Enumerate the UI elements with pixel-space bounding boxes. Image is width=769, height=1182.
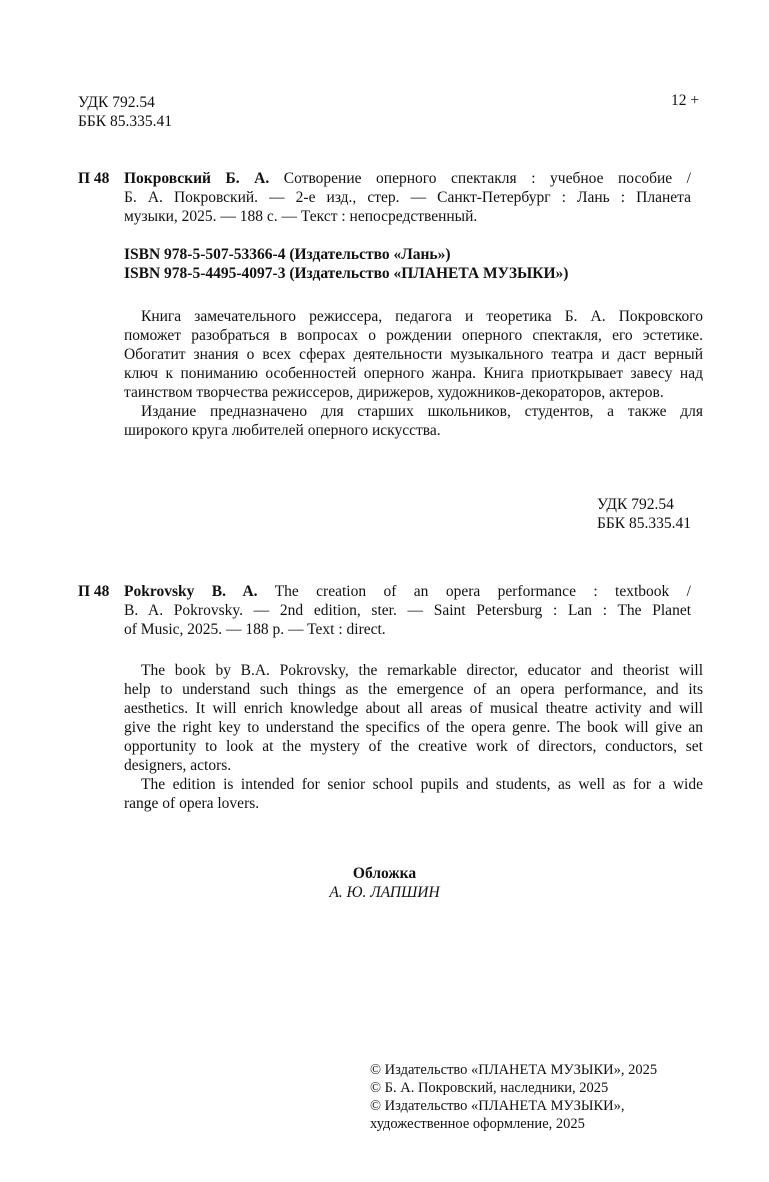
copyright-line: © Издательство «ПЛАНЕТА МУЗЫКИ», 2025 [370, 1062, 658, 1078]
isbn-lan: ISBN 978-5-507-53366-4 (Издательство «Лань») [124, 246, 451, 263]
en-entry-line1 [124, 582, 691, 601]
ru-annotation-line: Издание предназначено для старших школьников, студентов, а также для [141, 403, 703, 420]
ru-annotation-line: Обогатит знания о всех сферах деятельности музыкального театра и даст верный [124, 346, 703, 363]
en-annotation-line: opportunity to look at the mystery of the creative work of directors, conductors, set [124, 738, 703, 755]
ru-annotation-line: таинством творчества режиссеров, дирижеров, художников-декораторов, актеров. [124, 384, 664, 401]
en-annotation-line: aesthetics. It will enrich knowledge about all areas of musical theatre activity and will [124, 700, 703, 717]
copyright-line: © Б. А. Покровский, наследники, 2025 [370, 1080, 609, 1096]
header-bbk: ББК 85.335.41 [78, 113, 173, 130]
en-annotation-line: The edition is intended for senior school pupils and students, as well as for a wide [141, 776, 703, 793]
ru-entry-code: П 48 [78, 170, 110, 187]
cover-artist: А. Ю. ЛАПШИН [329, 884, 440, 901]
en-annotation-line: designers, actors. [124, 757, 232, 774]
en-entry-code: П 48 [78, 583, 110, 600]
age-rating: 12 + [671, 92, 700, 109]
copyright-block [370, 1061, 657, 1133]
ru-entry-line3: музыки, 2025. — 188 с. — Текст : непосредственный. [124, 208, 478, 225]
ru-entry-title: Сотворение оперного спектакля : учебное пособие / [283, 170, 691, 187]
ru-annotation-line: широкого круга любителей оперного искусства. [124, 422, 441, 439]
ru-entry-line1 [124, 169, 691, 188]
en-annotation [124, 661, 703, 813]
ru-annotation-line: ключ к пониманию особенностей оперного жанра. Книга приоткрывает завесу над [124, 365, 703, 382]
ru-annotation [124, 307, 703, 440]
classification-bbk: ББК 85.335.41 [597, 515, 692, 532]
copyright-line: © Издательство «ПЛАНЕТА МУЗЫКИ», [370, 1098, 625, 1114]
en-entry-line3: of Music, 2025. — 188 p. — Text : direct. [124, 621, 386, 638]
en-annotation-line: The book by B.A. Pokrovsky, the remarkable director, educator and theorist will [141, 662, 703, 679]
ru-entry-line2: Б. А. Покровский. — 2-е изд., стер. — Санкт-Петербург : Лань : Планета [124, 189, 691, 206]
en-entry-line2: B. A. Pokrovsky. — 2nd edition, ster. — Saint Petersburg : Lan : The Planet [124, 602, 691, 619]
en-entry-author: Pokrovsky B. A. [124, 583, 258, 600]
isbn-planeta: ISBN 978-5-4495-4097-3 (Издательство «ПЛАНЕТА МУЗЫКИ») [124, 265, 569, 282]
en-annotation-line: give the right key to understand the specifics of the opera genre. The book will give an [124, 719, 703, 736]
classification-udk: УДК 792.54 [597, 496, 674, 513]
ru-annotation-line: поможет разобраться в вопросах о рождении оперного спектакля, его эстетике. [124, 327, 703, 344]
copyright-line: художественное оформление, 2025 [370, 1116, 585, 1132]
en-annotation-line: help to understand such things as the emergence of an opera performance, and its [124, 681, 703, 698]
en-entry-title: The creation of an opera performance : textbook / [274, 583, 691, 600]
header-udk: УДК 792.54 [78, 94, 155, 111]
ru-annotation-line: Книга замечательного режиссера, педагога и теоретика Б. А. Покровского [141, 308, 703, 325]
cover-label: Обложка [352, 865, 417, 882]
en-annotation-line: range of opera lovers. [124, 795, 260, 812]
ru-entry-author: Покровский Б. А. [124, 170, 270, 187]
